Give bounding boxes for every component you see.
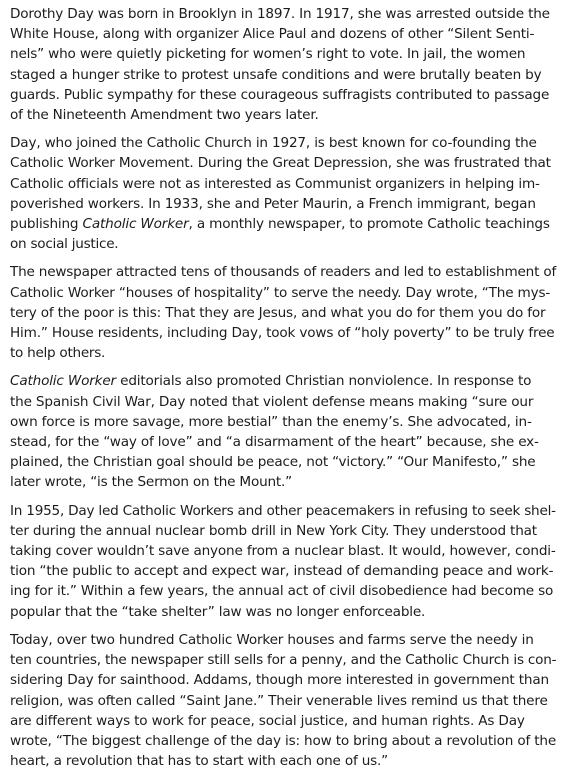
text-run: Catholic Worker Movement. During the Great Depression, she was frustrated that bbox=[10, 155, 551, 172]
text-run: sidering Day for sainthood. Addams, though more interested in government than bbox=[10, 672, 549, 689]
text-run: nels” who were quietly picketing for women’s right to vote. In jail, the women bbox=[10, 46, 526, 63]
text-run: Catholic officials were not as interested as Communist organizers in helping im- bbox=[10, 175, 540, 192]
text-run: staged a hunger strike to protest unsafe conditions and were brutally beaten by bbox=[10, 66, 542, 83]
text-run: stead, for the “way of love” and “a disarmament of the heart” because, she ex- bbox=[10, 434, 539, 451]
text-run: publishing bbox=[10, 216, 83, 233]
text-run: own force is more savage, more bestial” than the enemy’s. She advocated, in- bbox=[10, 413, 532, 430]
text-run: to help others. bbox=[10, 345, 106, 362]
text-line bbox=[10, 412, 558, 432]
text-line bbox=[10, 521, 558, 541]
text-line bbox=[10, 731, 558, 751]
text-line bbox=[10, 501, 558, 521]
text-run: Catholic Worker “houses of hospitality” to serve the needy. Day wrote, “The mys- bbox=[10, 284, 551, 301]
text-line bbox=[10, 303, 558, 323]
text-line bbox=[10, 581, 558, 601]
paragraph-6 bbox=[10, 630, 558, 771]
text-line bbox=[10, 85, 558, 105]
text-line bbox=[10, 65, 558, 85]
text-line bbox=[10, 650, 558, 670]
text-line bbox=[10, 105, 558, 125]
text-line bbox=[10, 24, 558, 44]
text-line bbox=[10, 133, 558, 153]
paragraph-2 bbox=[10, 133, 558, 254]
paragraph-3 bbox=[10, 262, 558, 363]
text-line bbox=[10, 711, 558, 731]
text-run: the Spanish Civil War, Day noted that violent defense means making “sure our bbox=[10, 393, 534, 410]
text-line bbox=[10, 283, 558, 303]
text-run: tery of the poor is this: That they are Jesus, and what you do for them you do for bbox=[10, 304, 546, 321]
text-run: Him.” House residents, including Day, took vows of “holy poverty” to be truly free bbox=[10, 325, 555, 342]
text-line bbox=[10, 234, 558, 254]
text-line bbox=[10, 432, 558, 452]
text-run: tion “the public to accept and expect war, instead of demanding peace and work- bbox=[10, 563, 554, 580]
text-line bbox=[10, 751, 558, 771]
text-run: , a monthly newspaper, to promote Catholic teachings bbox=[188, 216, 550, 233]
text-run: Day, who joined the Catholic Church in 1927, is best known for co-founding the bbox=[10, 135, 537, 152]
text-line bbox=[10, 153, 558, 173]
text-run: popular that the “take shelter” law was no longer enforceable. bbox=[10, 603, 426, 620]
text-run: religion, was often called “Saint Jane.” Their venerable lives remind us that there bbox=[10, 692, 548, 709]
text-run: ing for it.” Within a few years, the annual act of civil disobedience had become so bbox=[10, 583, 554, 600]
text-run: editorials also promoted Christian nonviolence. In response to bbox=[115, 373, 532, 390]
text-line bbox=[10, 4, 558, 24]
text-line bbox=[10, 630, 558, 650]
text-run: on social justice. bbox=[10, 236, 119, 253]
text-run: later wrote, “is the Sermon on the Mount.” bbox=[10, 474, 293, 491]
text-line bbox=[10, 371, 558, 391]
text-line bbox=[10, 602, 558, 622]
text-run: Dorothy Day was born in Brooklyn in 1897. In 1917, she was arrested outside the bbox=[10, 6, 550, 22]
text-run: The newspaper attracted tens of thousands of readers and led to establishment of bbox=[10, 264, 557, 281]
text-run: plained, the Christian goal should be peace, not “victory.” “Our Manifesto,” she bbox=[10, 454, 536, 471]
text-line bbox=[10, 174, 558, 194]
text-line bbox=[10, 392, 558, 412]
text-run: of the Nineteenth Amendment two years later. bbox=[10, 107, 319, 124]
text-run: In 1955, Day led Catholic Workers and other peacemakers in refusing to seek shel- bbox=[10, 502, 556, 519]
text-line bbox=[10, 541, 558, 561]
text-run: White House, along with organizer Alice Paul and dozens of other “Silent Senti- bbox=[10, 26, 535, 43]
paragraph-1 bbox=[10, 4, 558, 125]
text-run: ter during the annual nuclear bomb drill in New York City. They understood that bbox=[10, 522, 537, 539]
document-page bbox=[10, 4, 558, 779]
text-run: taking cover wouldn’t save anyone from a nuclear blast. It would, however, condi- bbox=[10, 543, 556, 560]
text-line bbox=[10, 214, 558, 234]
text-run: are different ways to work for peace, social justice, and human rights. As Day bbox=[10, 712, 525, 729]
text-run: Today, over two hundred Catholic Worker houses and farms serve the needy in bbox=[10, 631, 534, 648]
text-line bbox=[10, 670, 558, 690]
text-run: ten countries, the newspaper still sells for a penny, and the Catholic Church is con- bbox=[10, 652, 557, 669]
text-run: guards. Public sympathy for these courageous suffragists contributed to passage bbox=[10, 86, 550, 103]
text-line bbox=[10, 691, 558, 711]
text-line bbox=[10, 323, 558, 343]
text-line bbox=[10, 452, 558, 472]
text-line bbox=[10, 44, 558, 64]
text-run: heart, a revolution that has to start with each one of us.” bbox=[10, 753, 389, 770]
text-line bbox=[10, 472, 558, 492]
italic-title-text: Catholic Worker bbox=[10, 373, 116, 390]
text-line bbox=[10, 343, 558, 363]
paragraph-4 bbox=[10, 371, 558, 492]
text-run: wrote, “The biggest challenge of the day is: how to bring about a revolution of the bbox=[10, 732, 557, 749]
text-line bbox=[10, 194, 558, 214]
text-run: poverished workers. In 1933, she and Peter Maurin, a French immigrant, began bbox=[10, 195, 536, 212]
text-line bbox=[10, 561, 558, 581]
paragraph-5 bbox=[10, 501, 558, 622]
text-line bbox=[10, 262, 558, 282]
italic-title-text: Catholic Worker bbox=[82, 216, 189, 233]
